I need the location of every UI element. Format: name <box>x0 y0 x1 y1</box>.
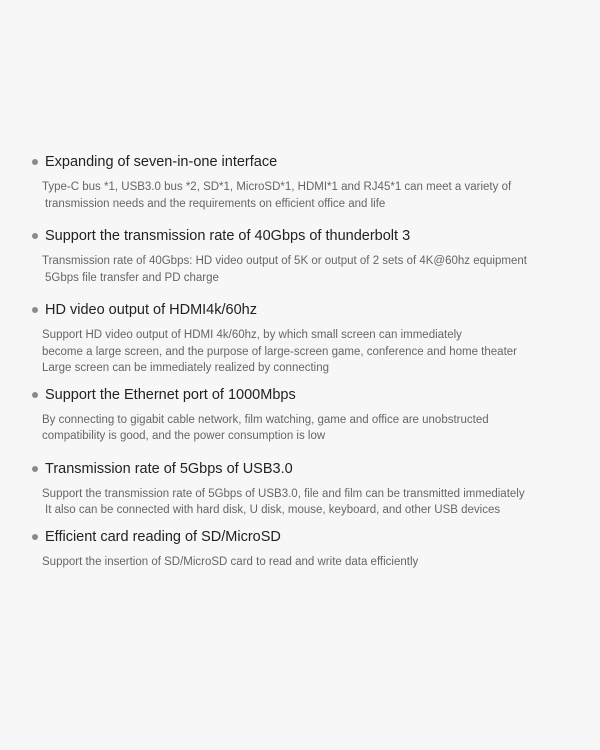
bullet-icon <box>32 233 38 239</box>
bullet-icon <box>32 392 38 398</box>
bullet-icon <box>32 466 38 472</box>
description-line: It also can be connected with hard disk, U disk, mouse, keyboard, and other USB devices <box>45 504 501 516</box>
feature-heading <box>32 224 580 248</box>
description-line: Transmission rate of 40Gbps: HD video output of 5K or output of 2 sets of 4K@60hz equipment <box>42 255 527 267</box>
description-line: compatibility is good, and the power consumption is low <box>42 430 326 442</box>
feature-usb3 <box>32 457 580 519</box>
feature-list <box>32 150 580 570</box>
description-line: Large screen can be immediately realized by connecting <box>42 362 330 374</box>
feature-title: Transmission rate of 5Gbps of USB3.0 <box>45 460 293 477</box>
bullet-icon <box>32 307 38 313</box>
description-line: 5Gbps file transfer and PD charge <box>45 271 219 284</box>
feature-heading <box>32 298 580 322</box>
feature-description <box>42 327 580 377</box>
description-line: Support the insertion of SD/MicroSD card to read and write data efficiently <box>42 555 419 568</box>
feature-title: HD video output of HDMI4k/60hz <box>45 302 257 318</box>
feature-title: Support the Ethernet port of 1000Mbps <box>45 386 296 403</box>
feature-title: Support the transmission rate of 40Gbps of thunderbolt 3 <box>45 228 411 244</box>
feature-heading <box>32 383 580 407</box>
bullet-icon <box>32 534 38 540</box>
feature-title: Efficient card reading of SD/MicroSD <box>45 528 281 545</box>
description-line: Type-C bus *1, USB3.0 bus *2, SD*1, MicroSD*1, HDMI*1 and RJ45*1 can meet a variety of <box>42 181 512 193</box>
description-line: transmission needs and the requirements on efficient office and life <box>45 197 386 210</box>
description-line: By connecting to gigabit cable network, film watching, game and office are unobstructed <box>42 413 489 426</box>
feature-description <box>42 412 580 445</box>
feature-hdmi-4k <box>32 298 580 377</box>
description-line: Support HD video output of HDMI 4k/60hz, by which small screen can immediately <box>42 329 462 341</box>
feature-seven-in-one <box>32 150 580 212</box>
feature-card-reading <box>32 525 580 571</box>
feature-description <box>42 486 580 519</box>
feature-heading <box>32 457 580 481</box>
feature-description <box>42 253 580 286</box>
feature-heading <box>32 525 580 549</box>
feature-title: Expanding of seven-in-one interface <box>45 154 278 170</box>
feature-heading <box>32 150 580 174</box>
feature-description <box>42 554 580 571</box>
feature-description <box>42 179 580 212</box>
description-line: become a large screen, and the purpose of large-screen game, conference and home theater <box>42 345 517 358</box>
bullet-icon <box>32 159 38 165</box>
feature-ethernet <box>32 383 580 445</box>
description-line: Support the transmission rate of 5Gbps of USB3.0, file and film can be transmitted immediately <box>42 487 525 500</box>
feature-thunderbolt-3 <box>32 224 580 286</box>
